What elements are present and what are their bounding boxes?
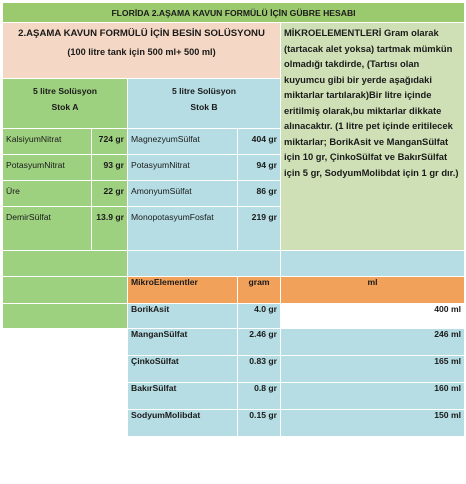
microelement-notes: MİKROELEMENTLERİ Gram olarak (tartacak alet yoksa) tartmak mümkün olmadığı takdirde, (Tartısı olan kuyumcu gibi bir yerde aşağıdaki miktarlar tartılarak)Bir litre içinde eritilmiş olarak,bu miktarlar dikkate alınacaktır. (1 litre pet içinde eritilecek miktarlar; BorikAsit ve ManganSülfat için 10 gr, ÇinkoSülfat ve BakırSülfat için 5 gr, SodyumMolibdat için 1 gr dır.) bbox=[281, 23, 465, 251]
stock-a-header bbox=[3, 79, 128, 129]
stock-a-item-amount: 22 gr bbox=[92, 181, 128, 207]
micro-header-gram: gram bbox=[238, 277, 281, 304]
stock-b-blank bbox=[128, 251, 281, 277]
stock-a-label: Stok A bbox=[51, 102, 79, 112]
stock-a-blank bbox=[3, 304, 128, 329]
stock-b-item-name: AmonyumSülfat bbox=[128, 181, 238, 207]
section-title: 2.AŞAMA KAVUN FORMÜLÜ İÇİN BESİN SOLÜSYONU bbox=[18, 28, 265, 39]
micro-row bbox=[3, 329, 465, 356]
stock-a-volume: 5 litre Solüsyon bbox=[33, 86, 97, 96]
stock-a-item-name: PotasyumNitrat bbox=[3, 155, 92, 181]
micro-gram: 0.83 gr bbox=[238, 356, 281, 383]
stock-a-blank bbox=[3, 251, 128, 277]
micro-ml: 165 ml bbox=[281, 356, 465, 383]
notes-blank bbox=[281, 251, 465, 277]
stock-b-item-amount: 404 gr bbox=[238, 129, 281, 155]
stock-a-blank bbox=[3, 277, 128, 304]
sheet-title: FLORİDA 2.AŞAMA KAVUN FORMÜLÜ İÇİN GÜBRE HESABI bbox=[3, 3, 465, 23]
micro-name: ÇinkoSülfat bbox=[128, 356, 238, 383]
micro-row bbox=[3, 304, 465, 329]
micro-gram: 0.8 gr bbox=[238, 383, 281, 410]
stock-b-item-name: MonopotasyumFosfat bbox=[128, 207, 238, 251]
micro-ml: 160 ml bbox=[281, 383, 465, 410]
empty-cell bbox=[3, 410, 128, 437]
stock-b-label: Stok B bbox=[190, 102, 218, 112]
micro-name: BakırSülfat bbox=[128, 383, 238, 410]
micro-row bbox=[3, 410, 465, 437]
stock-b-volume: 5 litre Solüsyon bbox=[172, 86, 236, 96]
stock-a-item-name: Üre bbox=[3, 181, 92, 207]
stock-b-header bbox=[128, 79, 281, 129]
micro-name: SodyumMolibdat bbox=[128, 410, 238, 437]
stock-b-item-name: MagnezyumSülfat bbox=[128, 129, 238, 155]
stock-a-item-amount: 93 gr bbox=[92, 155, 128, 181]
micro-row bbox=[3, 356, 465, 383]
micro-name: ManganSülfat bbox=[128, 329, 238, 356]
stock-a-item-amount: 724 gr bbox=[92, 129, 128, 155]
stock-b-item-name: PotasyumNitrat bbox=[128, 155, 238, 181]
stock-b-item-amount: 219 gr bbox=[238, 207, 281, 251]
fertilizer-sheet bbox=[2, 2, 465, 437]
empty-cell bbox=[3, 383, 128, 410]
stock-b-item-amount: 86 gr bbox=[238, 181, 281, 207]
micro-ml: 400 ml bbox=[281, 304, 465, 329]
empty-cell bbox=[3, 356, 128, 383]
micro-ml: 150 ml bbox=[281, 410, 465, 437]
micro-header-ml: ml bbox=[281, 277, 465, 304]
micro-gram: 2.46 gr bbox=[238, 329, 281, 356]
section-title-cell bbox=[3, 23, 281, 79]
micro-row bbox=[3, 383, 465, 410]
section-subtitle: (100 litre tank için 500 ml+ 500 ml) bbox=[67, 47, 216, 57]
micro-name: BorikAsit bbox=[128, 304, 238, 329]
micro-header-name: MikroElementler bbox=[128, 277, 238, 304]
stock-a-item-name: DemirSülfat bbox=[3, 207, 92, 251]
micro-ml: 246 ml bbox=[281, 329, 465, 356]
stock-a-item-amount: 13.9 gr bbox=[92, 207, 128, 251]
micro-gram: 0.15 gr bbox=[238, 410, 281, 437]
stock-a-item-name: KalsiyumNitrat bbox=[3, 129, 92, 155]
stock-b-item-amount: 94 gr bbox=[238, 155, 281, 181]
micro-gram: 4.0 gr bbox=[238, 304, 281, 329]
empty-cell bbox=[3, 329, 128, 356]
